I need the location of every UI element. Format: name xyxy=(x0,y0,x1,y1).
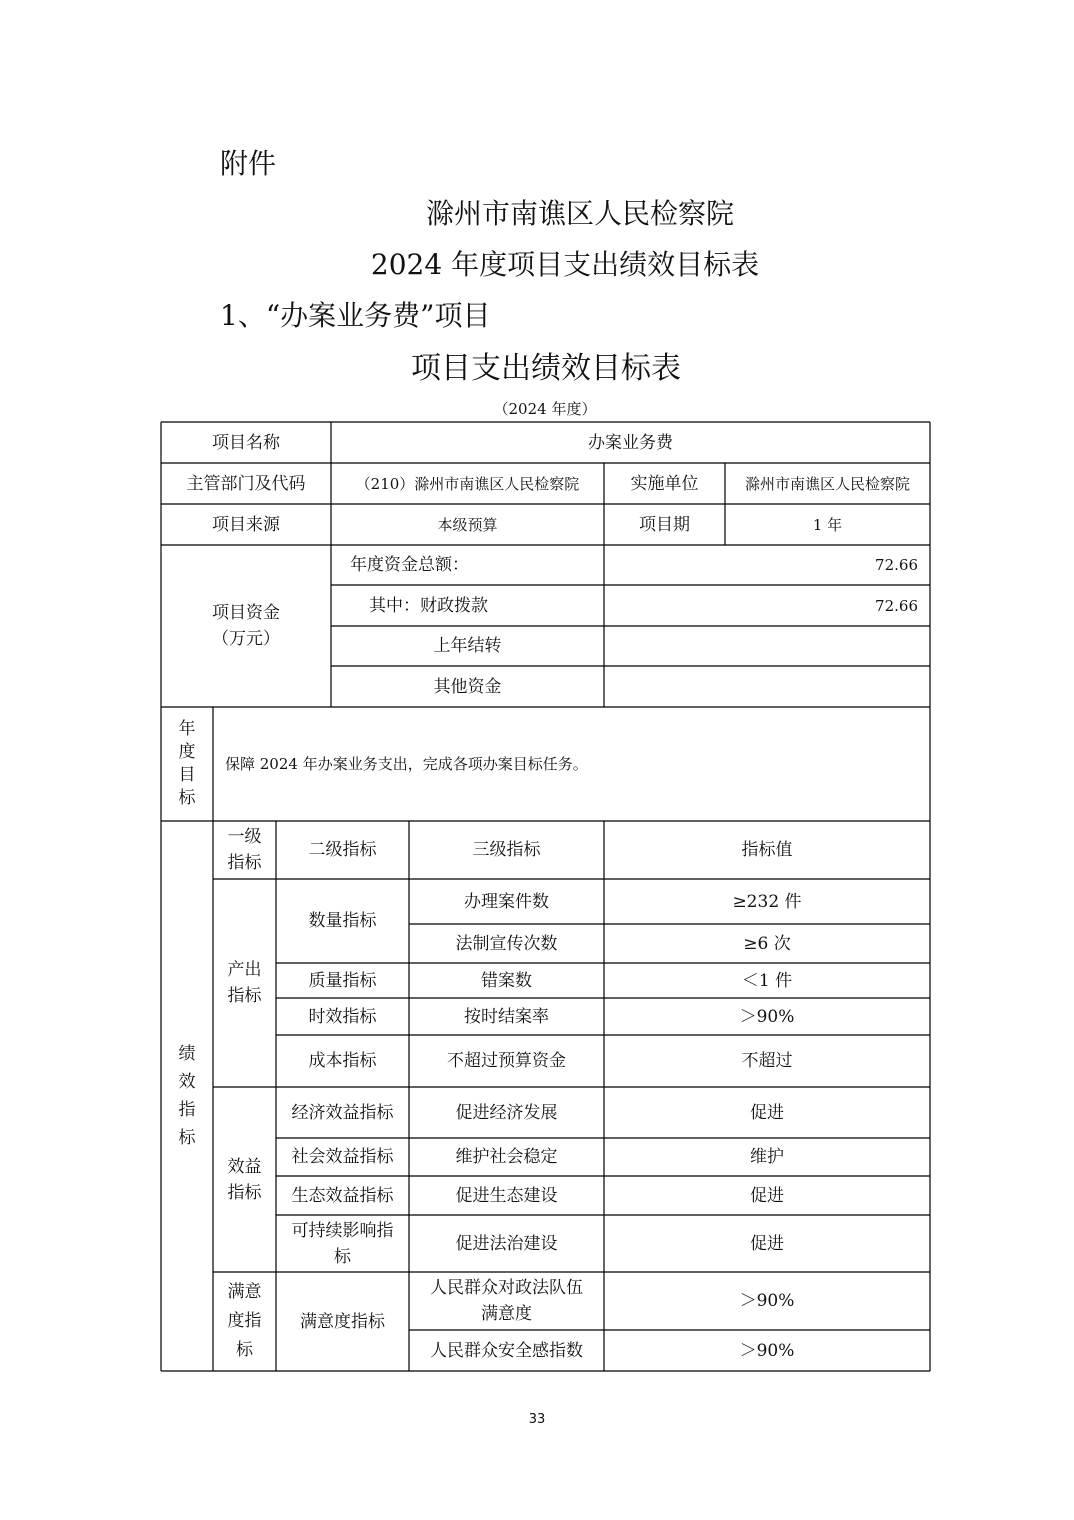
level2-ecological: 生态效益指标 xyxy=(291,1185,394,1206)
project-name-value: 办案业务费 xyxy=(588,432,673,453)
document-title: 2024 年度项目支出绩效目标表 xyxy=(370,248,760,281)
performance-indicators-label: 绩 效 指 标 xyxy=(178,1044,196,1148)
level2-economic: 经济效益指标 xyxy=(291,1102,394,1123)
output-indicators-group: 产出 指标 xyxy=(227,960,262,1006)
value-team-satisfaction: ＞90% xyxy=(739,1291,795,1311)
project-period-label: 项目期 xyxy=(639,514,690,535)
level2-sustainable: 可持续影响指 标 xyxy=(291,1220,394,1267)
annual-goal-label: 年 度 目 标 xyxy=(178,719,196,808)
last-year-carryover-value xyxy=(604,626,918,666)
attachment-label: 附件 xyxy=(220,147,277,180)
last-year-carryover-label: 上年结转 xyxy=(433,636,502,656)
level2-timeliness: 时效指标 xyxy=(308,1006,377,1027)
level2-social: 社会效益指标 xyxy=(291,1147,394,1167)
level2-satisfaction: 满意度指标 xyxy=(300,1311,385,1332)
implementing-unit-label: 实施单位 xyxy=(630,473,699,494)
table-year: （2024 年度） xyxy=(493,400,597,418)
project-name-label: 项目名称 xyxy=(212,432,280,453)
level3-ecological: 促进生态建设 xyxy=(455,1185,558,1206)
level1-header: 一级 指标 xyxy=(227,827,262,873)
level3-social: 维护社会稳定 xyxy=(455,1147,558,1167)
fiscal-allocation-value: 72.66 xyxy=(875,596,918,615)
value-wrong-cases: ＜1 件 xyxy=(741,970,793,991)
value-economic: 促进 xyxy=(750,1102,784,1123)
level2-cost: 成本指标 xyxy=(308,1051,377,1071)
satisfaction-indicators-group: 满意 度指 标 xyxy=(227,1282,262,1360)
value-sustainable: 促进 xyxy=(750,1233,784,1254)
project-period-value: 1 年 xyxy=(812,515,843,534)
department-code-value: （210）滁州市南谯区人民检察院 xyxy=(355,474,580,493)
level3-legal-publicity: 法制宣传次数 xyxy=(455,933,558,954)
level3-economic: 促进经济发展 xyxy=(455,1102,558,1123)
project-funds-label: 项目资金 （万元） xyxy=(212,603,280,649)
table-title: 项目支出绩效目标表 xyxy=(411,351,681,386)
level2-header: 二级指标 xyxy=(308,840,377,860)
level3-sustainable: 促进法治建设 xyxy=(455,1233,558,1254)
level3-wrong-cases: 错案数 xyxy=(481,970,532,991)
value-social: 维护 xyxy=(750,1147,784,1167)
other-funds-value xyxy=(604,666,918,707)
value-within-budget: 不超过 xyxy=(741,1051,793,1071)
implementing-unit-value: 滁州市南谯区人民检察院 xyxy=(744,474,910,493)
benefit-indicators-group: 效益 指标 xyxy=(227,1156,262,1203)
value-legal-publicity: ≥6 次 xyxy=(743,933,791,954)
value-security-index: ＞90% xyxy=(739,1340,795,1361)
page-number: 33 xyxy=(528,1412,546,1427)
value-on-time-rate: ＞90% xyxy=(739,1006,795,1027)
level2-quantity: 数量指标 xyxy=(308,911,377,931)
value-ecological: 促进 xyxy=(750,1185,784,1206)
project-source-label: 项目来源 xyxy=(212,514,280,535)
indicator-value-header: 指标值 xyxy=(741,840,793,860)
other-funds-label: 其他资金 xyxy=(433,676,502,697)
level3-header: 三级指标 xyxy=(472,840,541,860)
level3-cases-handled: 办理案件数 xyxy=(464,891,549,912)
project-source-value: 本级预算 xyxy=(437,515,498,534)
annual-total-label: 年度资金总额： xyxy=(350,555,469,575)
fiscal-allocation-label: 其中：财政拨款 xyxy=(369,595,488,616)
annual-goal-value: 保障 2024 年办案业务支出，完成各项办案目标任务。 xyxy=(225,755,588,773)
organization-title: 滁州市南谯区人民检察院 xyxy=(425,197,734,230)
value-cases-handled: ≥232 件 xyxy=(732,891,802,912)
department-code-label: 主管部门及代码 xyxy=(186,473,306,494)
level2-quality: 质量指标 xyxy=(308,970,377,991)
level3-on-time-rate: 按时结案率 xyxy=(464,1006,549,1027)
annual-total-value: 72.66 xyxy=(875,556,918,574)
level3-within-budget: 不超过预算资金 xyxy=(447,1051,566,1071)
level3-team-satisfaction: 人民群众对政法队伍 满意度 xyxy=(430,1278,583,1324)
section-heading: 1、“办案业务费”项目 xyxy=(220,299,491,332)
level3-security-index: 人民群众安全感指数 xyxy=(430,1340,583,1361)
